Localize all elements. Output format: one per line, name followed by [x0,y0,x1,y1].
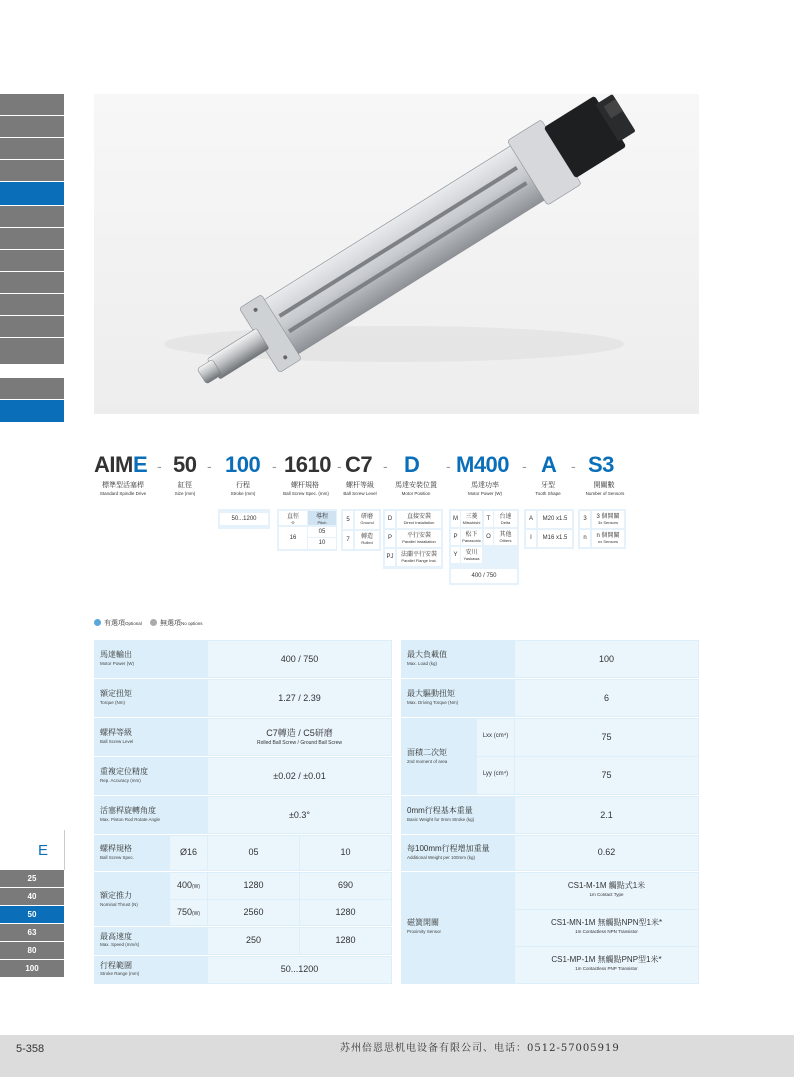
right-spec-table [401,640,699,984]
weight100-cn: 每100mm行程增加重量 [407,844,490,853]
stroke-value: 50...1200 [220,513,268,525]
sensors-3: 3 個開關 3x Sensors [592,511,624,528]
speed-a: 250 [245,935,262,945]
speed-cn: 最高速度 [100,932,132,941]
level-rolled: 轉造 Rolled [355,531,379,549]
sensor-en: Proximity Sensor [407,929,442,934]
thrust-en: Nominal Thrust (N) [100,902,138,907]
level-ground: 研磨 Ground [355,511,379,529]
screw-header-dia: 直徑 Φ [279,511,307,525]
tooth-m16: M16 x1.5 [538,530,572,547]
label-cn: 標準型活塞桿 [102,482,144,489]
side-tab-7[interactable] [0,228,64,250]
code-motor: M400 [456,452,510,477]
side-tab-1[interactable] [0,94,64,116]
cell-sensor-1 [515,873,698,909]
label-en: Motor Power (W) [467,491,502,496]
drive-val: 6 [603,693,609,703]
screw-10-val: 10 [340,847,351,857]
side-tab-4[interactable] [0,160,64,182]
sensor-2-cn: CS1-MN-1M 無觸點NPN型1米* [550,918,663,927]
label-cn: 缸徑 [178,482,192,489]
dash: - [571,458,576,474]
screw-spec-en: Ball Screw Spec. [100,855,135,860]
sensors-code-3: 3 [580,511,590,528]
motor-code-y: Y [451,547,460,563]
side-tab-8[interactable] [0,250,64,272]
cell-sensor-3 [515,947,698,983]
code-screw: 1610 [284,452,331,477]
level-code-5: 5 [343,511,353,529]
footer [0,1035,794,1077]
label-cn: 馬達安裝位置 [395,482,437,489]
label-en: Stroke (mm) [230,491,256,496]
tooth-m20: M20 x1.5 [538,511,572,528]
label-en: Ball Screw Spec. (mm) [283,491,329,496]
sensors-n: n 個開關 nx Sensors [592,530,624,547]
side-tab-10[interactable] [0,294,64,316]
size-tab-25[interactable]: 25 [0,870,64,888]
rotate-val: ±0.3° [288,810,311,820]
tooth-code-a: A [526,511,536,528]
product-photo [94,94,699,414]
side-tab-2[interactable] [0,116,64,138]
tooth-code-i: I [526,530,536,547]
position-code-p: P [385,530,395,547]
lyy-val: 75 [601,770,612,780]
motor-panasonic: 松下 Panasonic [461,529,482,545]
company-info: 苏州倍恩思机电设备有限公司、电话：0512-57005919 [340,1043,620,1054]
dash: - [157,458,162,474]
sensor-1-cn: CS1-M-1M 觸點式1米 [567,881,646,890]
torque-cn: 額定扭矩 [100,689,132,698]
lxx-label: Lxx (cm⁴) [482,733,509,739]
speed-b: 1280 [335,935,356,945]
thrust-400-a: 1280 [243,880,264,890]
motor-code-o: O [484,529,493,545]
position-code-d: D [385,511,395,528]
drive-cn: 最大驅動扭矩 [407,689,455,698]
rotate-cn: 活塞桿旋轉角度 [100,806,156,815]
motor-power-cn: 馬達輸出 [100,650,132,659]
side-tab-12[interactable] [0,338,64,365]
label-en: Number of Sensors [585,491,625,496]
screw-level-val: C7轉造 / C5研磨 [266,728,333,738]
side-tab-3[interactable] [0,138,64,160]
dash: - [522,458,527,474]
dash: - [446,458,451,474]
side-tab-6[interactable] [0,206,64,228]
motor-code-p: P [451,529,460,545]
motor-yaskawa: 安川 Yaskawa [461,547,482,563]
legend-optional: 有選項Optional [104,620,142,627]
range-en: Stroke Range (mm) [100,971,140,976]
dash: - [337,458,342,474]
page-number: 5-358 [16,1043,45,1055]
drive-en: Max. Driving Torque (Nm) [407,700,459,705]
dash: - [272,458,277,474]
label-en: Standard Spindle Drive [99,491,147,496]
position-code-pj: PJ [385,549,395,566]
side-tab-5-active[interactable] [0,182,64,206]
screw-spec-cn: 螺桿規格 [100,844,132,853]
screw-pitch-2: 10 [308,538,336,549]
load-cn: 最大負載值 [407,650,447,659]
size-tab-50[interactable]: 50 [0,906,64,924]
moment-cn: 面積二次矩 [407,748,447,757]
label-cn: 螺杆等級 [346,482,374,489]
series-divider [64,830,65,870]
label-cn: 開關數 [593,482,615,489]
lyy-label: Lyy (cm⁴) [482,771,509,777]
motor-mitsubishi: 三菱 Mitsubishi [461,511,482,527]
sensor-3-cn: CS1-MP-1M 無觸點PNP型1米* [551,955,662,964]
cell-sensor-2 [515,910,698,946]
label-en: Size (mm) [174,491,196,496]
load-en: Max. Load (kg) [407,661,438,666]
code-position: D [404,452,420,477]
screw-header-pitch: 導程 Pitch [308,511,336,525]
torque-val: 1.27 / 2.39 [278,693,321,703]
sensor-cn: 磁簧開關 [407,918,439,927]
weight0-cn: 0mm行程基本重量 [407,806,473,815]
label-en: Ball Screw Level [343,491,377,496]
thrust-750-w: 750(W) [176,907,201,917]
label-cn: 馬達功率 [471,482,499,489]
level-code-7: 7 [343,531,353,549]
side-tab-14-active[interactable] [0,400,64,423]
weight0-val: 2.1 [600,810,613,820]
size-tab-80[interactable]: 80 [0,942,64,960]
side-tab-11[interactable] [0,316,64,338]
position-parallel: 平行安裝 Parallel Installation [397,530,441,547]
screw-level-en: Ball Screw Level [100,739,134,744]
motor-code-m: M [451,511,460,527]
moment-en: 2nd moment of area [407,759,448,764]
sensor-3-en: 1m Contactless PNP Transistor [575,966,638,971]
motor-power-val: 400 / 750 [280,654,319,664]
size-tab-40[interactable]: 40 [0,888,64,906]
weight100-val: 0.62 [597,847,616,857]
weight0-en: Basic Weight for 0mm Stroke (kg) [407,817,475,822]
sensor-1-en: 1m Contact Type [589,892,624,897]
code-sensors: S3 [588,452,614,477]
dash: - [383,458,388,474]
code-aim: AIM [94,452,133,477]
position-flange: 法蘭平行安裝 Parallel Flange Inst. [397,549,441,566]
code-tooth: A [541,452,557,477]
side-tab-9[interactable] [0,272,64,294]
screw-dia: 16 [279,527,307,549]
load-val: 100 [598,654,615,664]
sensor-2-en: 1m Contactless NPN Transistor [575,929,638,934]
sensors-code-n: n [580,530,590,547]
motor-power-en: Motor Power (W) [100,661,135,666]
thrust-750-b: 1280 [335,907,356,917]
code-e: E [133,452,148,477]
code-size: 50 [173,452,197,477]
actuator-image [94,94,699,414]
legend-no-option: 無選項No options [160,620,203,627]
speed-en: Max. Speed (mm/s) [100,942,140,947]
motor-others: 其他 Others [494,529,517,545]
label-cn: 牙型 [541,482,555,489]
motor-power-value: 400 / 750 [451,569,517,583]
series-letter: E [38,842,49,859]
lxx-val: 75 [601,732,612,742]
label-en: Motor Position [401,491,431,496]
screw-level-val-en: Rolled Ball Screw / Ground Ball Screw [256,740,343,746]
side-tab-13[interactable] [0,378,64,400]
code-level: C7 [345,452,373,477]
dash: - [207,458,212,474]
code-stroke: 100 [225,452,261,477]
weight100-en: Additional Weight per 100mm (kg) [407,855,475,860]
left-spec-table [94,640,392,984]
rotate-en: Max. Piston Rod Rotate Angle [100,817,161,822]
optional-dot-icon [94,619,101,626]
motor-delta: 台達 Delta [494,511,517,527]
label-en: Tooth Shape [535,491,561,496]
screw-level-cn: 螺桿等級 [100,728,132,737]
accuracy-en: Rep. Accuracy (mm) [100,778,141,783]
label-cn: 螺杆規格 [291,482,319,489]
size-tab-63[interactable]: 63 [0,924,64,942]
screw-05-val: 05 [248,847,259,857]
size-tab-100[interactable]: 100 [0,960,64,978]
motor-code-t: T [484,511,493,527]
label-cn: 行程 [236,482,250,489]
accuracy-cn: 重複定位精度 [100,767,148,776]
range-val: 50...1200 [280,964,319,974]
torque-en: Torque (Nm) [100,700,126,705]
thrust-400-b: 690 [337,880,354,890]
accuracy-val: ±0.02 / ±0.01 [273,771,326,781]
thrust-750-a: 2560 [243,907,264,917]
position-direct: 直接安裝 Direct Installation [397,511,441,528]
range-cn: 行程範圍 [100,961,132,970]
no-option-dot-icon [150,619,157,626]
screw-pitch-1: 05 [308,527,336,537]
screw-dia-val: Ø16 [179,847,197,857]
thrust-400-w: 400(W) [176,880,201,890]
thrust-cn: 額定推力 [100,891,132,900]
